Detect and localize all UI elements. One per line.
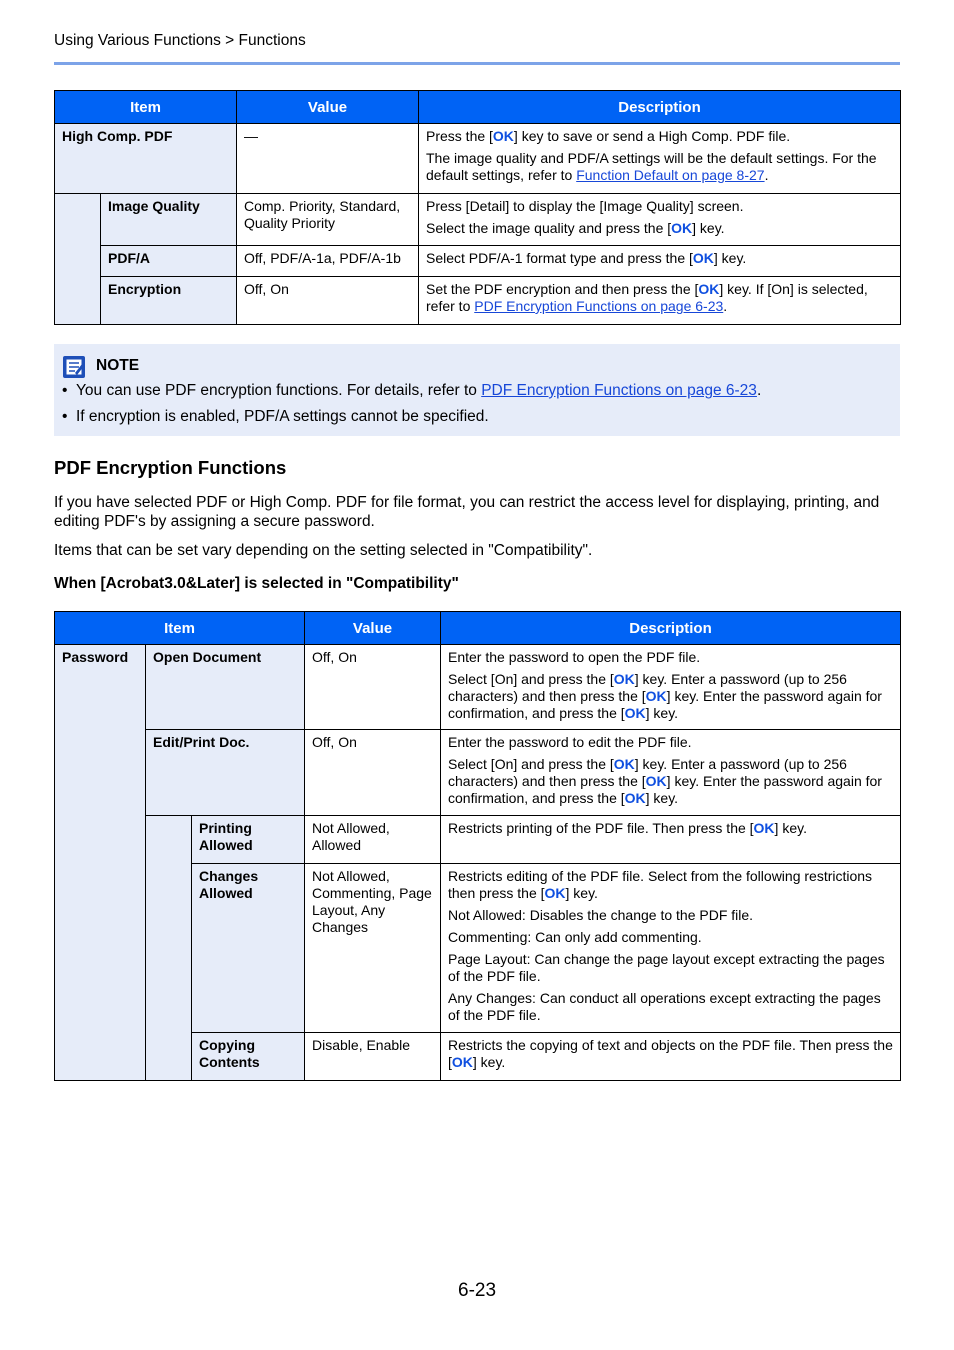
sub-sub-item-cell: Printing Allowed	[192, 816, 305, 864]
value-cell: Off, PDF/A-1a, PDF/A-1b	[237, 246, 419, 277]
description-cell: Enter the password to open the PDF file. Select [On] and press the [OK] key. Enter a password (up to 256 characters) and then press the [OK] key. Enter the password again for confirmation, and press the [OK] key.	[441, 645, 901, 730]
value-cell: Off, On	[237, 277, 419, 325]
page-number: 6-23	[458, 1280, 497, 1301]
table-row	[55, 816, 901, 864]
table-row	[55, 194, 901, 246]
note-icon	[63, 356, 85, 378]
value-cell: Disable, Enable	[305, 1033, 441, 1081]
list-item: • You can use PDF encryption functions. For details, refer to PDF Encryption Functions on page 6-23.	[62, 382, 762, 399]
ok-key: OK	[451, 1054, 473, 1070]
pdf-encryption-link[interactable]: PDF Encryption Functions on page 6-23	[481, 382, 757, 399]
intro-paragraph: If you have selected PDF or High Comp. PDF for file format, you can restrict the access level for displaying, printing, and editing PDF's by assigning a secure password.	[54, 494, 880, 530]
ok-key: OK	[698, 281, 720, 297]
ok-key: OK	[692, 250, 714, 266]
header-item: Item	[55, 612, 305, 645]
table-row	[55, 277, 901, 325]
note-title: NOTE	[96, 357, 140, 374]
ok-key: OK	[624, 705, 646, 721]
item-cell: Password	[55, 645, 146, 1081]
note-list	[62, 382, 761, 434]
high-comp-pdf-table	[54, 90, 901, 325]
function-default-link[interactable]: Function Default on page 8-27	[576, 167, 765, 183]
header-item: Item	[55, 91, 237, 124]
description-cell: Press the [OK] key to save or send a High Comp. PDF file. The image quality and PDF/A settings will be the default settings. For the default settings, refer to Function Default on page 8-27.	[419, 124, 901, 194]
header-description: Description	[419, 91, 901, 124]
item-cell: High Comp. PDF	[55, 124, 237, 194]
item-cell: PDF/A	[101, 246, 237, 277]
description-cell: Enter the password to edit the PDF file. Select [On] and press the [OK] key. Enter a password (up to 256 characters) and then press the [OK] key. Enter the password again for confirmation, and press the [OK] key.	[441, 730, 901, 816]
ok-key: OK	[492, 128, 514, 144]
value-cell: Off, On	[305, 645, 441, 730]
section-title: PDF Encryption Functions	[54, 457, 287, 478]
pdf-encryption-link[interactable]: PDF Encryption Functions on page 6-23	[474, 298, 724, 314]
ok-key: OK	[613, 756, 635, 772]
pdf-encryption-table	[54, 611, 901, 1081]
compatibility-paragraph: Items that can be set vary depending on the setting selected in "Compatibility".	[54, 542, 593, 559]
ok-key: OK	[645, 773, 667, 789]
table-row	[55, 246, 901, 277]
sub-sub-item-cell: Changes Allowed	[192, 864, 305, 1033]
value-cell: Comp. Priority, Standard, Quality Priority	[237, 194, 419, 246]
table-row	[55, 124, 901, 194]
header-value: Value	[237, 91, 419, 124]
item-cell: Image Quality	[101, 194, 237, 246]
item-cell: Encryption	[101, 277, 237, 325]
description-cell: Select PDF/A-1 format type and press the [OK] key.	[419, 246, 901, 277]
sub-item-cell: Edit/Print Doc.	[146, 730, 305, 816]
sub-item-cell: Open Document	[146, 645, 305, 730]
indent-cell	[146, 816, 192, 1081]
ok-key: OK	[753, 820, 775, 836]
header-value: Value	[305, 612, 441, 645]
ok-key: OK	[671, 220, 693, 236]
header-rule	[54, 62, 900, 65]
indent-cell	[55, 194, 101, 325]
description-cell: Press [Detail] to display the [Image Quality] screen. Select the image quality and press the [OK] key.	[419, 194, 901, 246]
description-cell: Set the PDF encryption and then press the [OK] key. If [On] is selected, refer to PDF Encryption Functions on page 6-23.	[419, 277, 901, 325]
table-row	[55, 730, 901, 816]
subsection-title: When [Acrobat3.0&Later] is selected in "Compatibility"	[54, 575, 459, 592]
header-description: Description	[441, 612, 901, 645]
description-cell: Restricts the copying of text and objects on the PDF file. Then press the [OK] key.	[441, 1033, 901, 1081]
value-cell: Not Allowed, Commenting, Page Layout, Any Changes	[305, 864, 441, 1033]
ok-key: OK	[613, 671, 635, 687]
note-box	[54, 344, 900, 436]
table-row	[55, 645, 901, 730]
value-cell: Off, On	[305, 730, 441, 816]
ok-key: OK	[645, 688, 667, 704]
value-cell: Not Allowed, Allowed	[305, 816, 441, 864]
description-cell: Restricts printing of the PDF file. Then press the [OK] key.	[441, 816, 901, 864]
ok-key: OK	[624, 790, 646, 806]
sub-sub-item-cell: Copying Contents	[192, 1033, 305, 1081]
list-item: • If encryption is enabled, PDF/A settings cannot be specified.	[62, 408, 489, 425]
ok-key: OK	[544, 885, 566, 901]
description-cell: Restricts editing of the PDF file. Select from the following restrictions then press the [OK] key. Not Allowed: Disables the change to the PDF file. Commenting: Can only add commenting. Page Layout: Can change the page layout except extracting the pages of the PDF file. Any Changes: Can conduct all operations except extracting the pages of the PDF file.	[441, 864, 901, 1033]
value-cell: —	[237, 124, 419, 194]
breadcrumb: Using Various Functions > Functions	[54, 32, 306, 49]
